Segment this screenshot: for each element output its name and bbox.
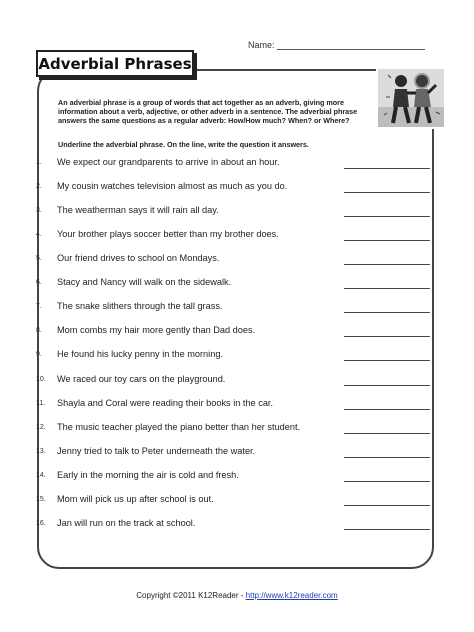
- item-number: 15.: [36, 496, 46, 503]
- answer-line[interactable]: [344, 288, 430, 289]
- answer-line[interactable]: [344, 240, 430, 241]
- item-number: 10.: [36, 376, 46, 383]
- item-number: 2.: [36, 183, 42, 190]
- copyright-footer: [0, 591, 474, 600]
- question-item: [36, 277, 436, 291]
- item-sentence: The weatherman says it will rain all day.: [57, 205, 219, 215]
- question-item: [36, 398, 436, 412]
- question-item: [36, 205, 436, 219]
- name-blank-line[interactable]: [277, 41, 425, 50]
- answer-line[interactable]: [344, 360, 430, 361]
- name-field: [248, 40, 425, 50]
- item-number: 3.: [36, 207, 42, 214]
- item-number: 14.: [36, 472, 46, 479]
- item-number: 11.: [36, 400, 46, 407]
- question-item: [36, 494, 436, 508]
- question-item: [36, 157, 436, 171]
- item-sentence: Jan will run on the track at school.: [57, 518, 196, 528]
- item-number: 7.: [36, 303, 42, 310]
- item-sentence: Mom combs my hair more gently than Dad does.: [57, 325, 256, 335]
- item-number: 4.: [36, 231, 42, 238]
- question-item: [36, 374, 436, 388]
- title-box: [36, 50, 194, 77]
- question-item: [36, 253, 436, 267]
- item-number: 9.: [36, 351, 42, 358]
- name-label: Name:: [248, 40, 275, 50]
- answer-line[interactable]: [344, 385, 430, 386]
- item-sentence: He found his lucky penny in the morning.: [57, 349, 223, 359]
- answer-line[interactable]: [344, 529, 430, 530]
- answer-line[interactable]: [344, 312, 430, 313]
- question-item: [36, 446, 436, 460]
- question-item: [36, 349, 436, 363]
- item-sentence: We raced our toy cars on the playground.: [57, 374, 226, 384]
- item-sentence: Stacy and Nancy will walk on the sidewalk.: [57, 277, 232, 287]
- page-title: Adverbial Phrases: [38, 54, 192, 73]
- copyright-text: Copyright ©2011 K12Reader -: [136, 591, 246, 600]
- answer-line[interactable]: [344, 168, 430, 169]
- item-number: 1.: [36, 159, 42, 166]
- item-sentence: Shayla and Coral were reading their books in the car.: [57, 398, 274, 408]
- kids-walking-illustration: [376, 67, 446, 129]
- item-sentence: Jenny tried to talk to Peter underneath the water.: [57, 446, 256, 456]
- answer-line[interactable]: [344, 433, 430, 434]
- item-sentence: We expect our grandparents to arrive in about an hour.: [57, 157, 280, 167]
- question-item: [36, 181, 436, 195]
- intro-text: An adverbial phrase is a group of words that act together as an adverb, giving more information about a verb, adjective, or other adverb in a sentence. The adverbial phrase answers the same questions as a regular adverb: How/How much? When? or Where?: [58, 98, 358, 126]
- question-item: [36, 229, 436, 243]
- answer-line[interactable]: [344, 505, 430, 506]
- answer-line[interactable]: [344, 481, 430, 482]
- item-number: 6.: [36, 279, 42, 286]
- item-sentence: The music teacher played the piano better than her student.: [57, 422, 301, 432]
- item-sentence: Mom will pick us up after school is out.: [57, 494, 214, 504]
- question-item: [36, 518, 436, 532]
- website-link[interactable]: http://www.k12reader.com: [245, 591, 338, 600]
- item-sentence: My cousin watches television almost as much as you do.: [57, 181, 288, 191]
- question-item: [36, 470, 436, 484]
- answer-line[interactable]: [344, 192, 430, 193]
- question-item: [36, 422, 436, 436]
- item-sentence: Our friend drives to school on Mondays.: [57, 253, 220, 263]
- answer-line[interactable]: [344, 336, 430, 337]
- item-sentence: Your brother plays soccer better than my brother does.: [57, 229, 279, 239]
- question-item: [36, 325, 436, 339]
- instruction-text: Underline the adverbial phrase. On the line, write the question it answers.: [58, 140, 309, 149]
- item-number: 5.: [36, 255, 42, 262]
- item-number: 12.: [36, 424, 46, 431]
- item-number: 8.: [36, 327, 42, 334]
- question-item: [36, 301, 436, 315]
- item-sentence: The snake slithers through the tall grass.: [57, 301, 223, 311]
- item-number: 13.: [36, 448, 46, 455]
- item-number: 16.: [36, 520, 46, 527]
- answer-line[interactable]: [344, 216, 430, 217]
- answer-line[interactable]: [344, 457, 430, 458]
- answer-line[interactable]: [344, 264, 430, 265]
- item-sentence: Early in the morning the air is cold and fresh.: [57, 470, 239, 480]
- answer-line[interactable]: [344, 409, 430, 410]
